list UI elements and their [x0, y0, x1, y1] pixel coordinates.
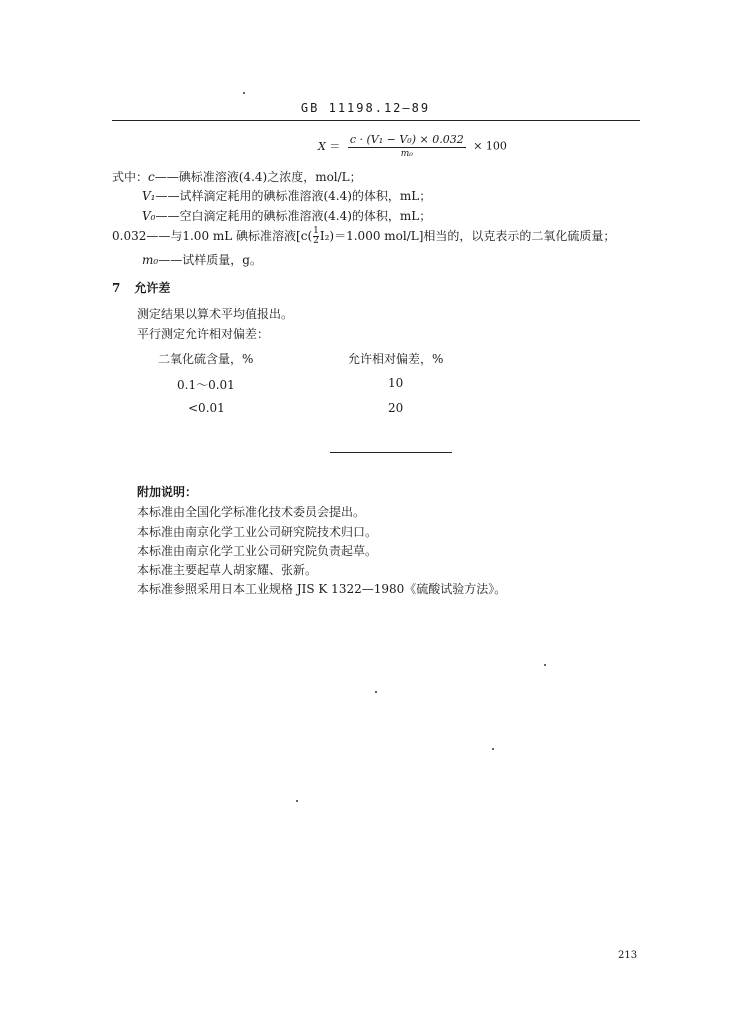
definition-symbol: V₀ — [142, 209, 156, 223]
notes-title: 附加说明： — [137, 485, 198, 499]
formula-numerator: c · (V₁ − V₀) × 0.032 — [349, 133, 464, 146]
definition-symbol: c — [148, 170, 155, 184]
section-heading — [112, 279, 170, 296]
table-cell-value-1: 10 — [388, 376, 404, 390]
definition-symbol: V₁ — [142, 189, 156, 203]
scan-speck — [243, 92, 245, 94]
definition-text: 空白滴定耗用的碘标准溶液(4.4)的体积，mL； — [179, 209, 432, 223]
definition-dash: —— — [146, 229, 171, 243]
definition-text: 试样质量，g。 — [182, 253, 262, 267]
formula-denominator: m₀ — [400, 149, 413, 159]
end-rule — [330, 452, 452, 453]
paragraph-tolerance: 平行测定允许相对偏差： — [137, 327, 270, 341]
section-title: 允许差 — [134, 281, 171, 295]
definition-m0 — [142, 251, 262, 268]
paragraph-report: 测定结果以算术平均值报出。 — [137, 307, 294, 321]
definition-text-before: 与1.00 mL 碘标准溶液[c( — [170, 229, 313, 243]
note-line: 本标准参照采用日本工业规格 JIS K 1322—1980《硫酸试验方法》。 — [137, 582, 507, 596]
note-line: 本标准由南京化学工业公司研究院负责起草。 — [137, 544, 378, 558]
formula — [318, 133, 507, 159]
table-cell-range-2: <0.01 — [188, 401, 225, 415]
inline-fraction-numerator: 1 — [313, 226, 319, 236]
definition-dash: —— — [158, 253, 183, 267]
definition-symbol: 0.032 — [112, 229, 147, 243]
definition-dash: —— — [154, 170, 179, 184]
document-code: GB 11198.12—89 — [300, 101, 431, 115]
scan-speck — [492, 748, 494, 750]
definition-text: 碘标准溶液(4.4)之浓度，mol/L； — [178, 170, 362, 184]
formula-lhs: X ＝ — [318, 140, 341, 153]
note-line: 本标准主要起草人胡家耀、张新。 — [137, 563, 318, 577]
definition-text: 试样滴定耗用的碘标准溶液(4.4)的体积，mL； — [179, 189, 432, 203]
table-cell-range-1: 0.1～0.01 — [177, 378, 235, 392]
inline-fraction-denominator: 2 — [313, 236, 319, 246]
definition-v1 — [142, 187, 431, 204]
table-cell-value-2: 20 — [388, 401, 404, 415]
definition-text-after: I₂)＝1.000 mol/L]相当的，以克表示的二氧化硫质量； — [319, 229, 616, 243]
scan-speck — [296, 800, 298, 802]
page-number: 213 — [618, 950, 638, 961]
section-number: 7 — [112, 281, 121, 295]
header-rule — [112, 120, 640, 121]
formula-fraction — [348, 133, 466, 159]
note-line: 本标准由全国化学标准化技术委员会提出。 — [137, 505, 366, 519]
definition-symbol: m₀ — [142, 253, 159, 267]
scan-speck — [544, 664, 546, 666]
definition-v0 — [142, 207, 431, 224]
definitions-intro: 式中： — [112, 170, 149, 184]
note-line: 本标准由南京化学工业公司研究院技术归口。 — [137, 525, 378, 539]
definition-dash: —— — [155, 189, 180, 203]
definition-0032 — [112, 227, 615, 246]
inline-fraction — [313, 227, 319, 246]
definition-c — [112, 168, 362, 185]
scan-speck — [375, 691, 377, 693]
table-header-deviation: 允许相对偏差，% — [348, 352, 444, 366]
formula-multiplier: × 100 — [473, 139, 507, 153]
table-header-content: 二氧化硫含量，% — [158, 352, 254, 366]
definition-dash: —— — [155, 209, 180, 223]
